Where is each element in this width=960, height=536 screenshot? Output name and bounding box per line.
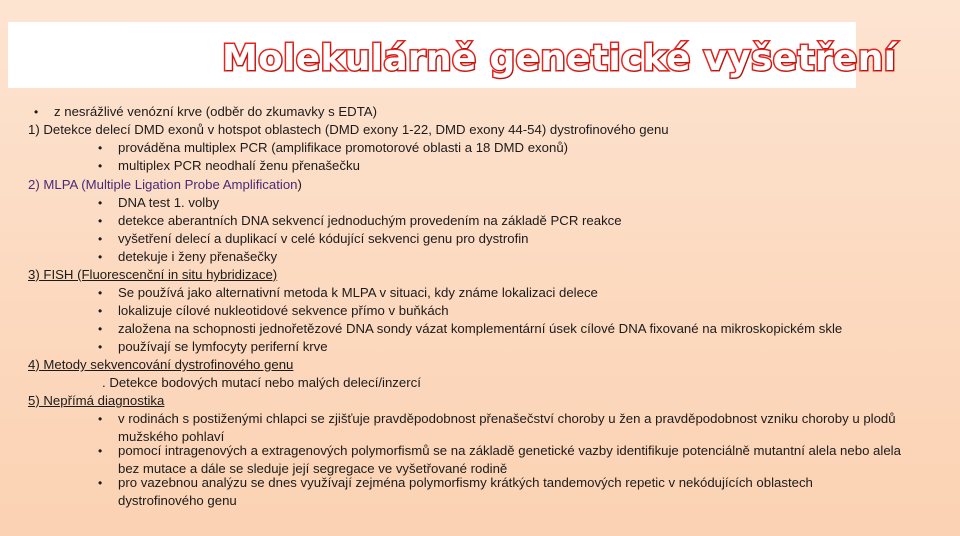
list-item: . Detekce bodových mutací nebo malých delecí/inzercí <box>102 375 421 390</box>
section-heading-5: 5) Nepřímá diagnostika <box>28 393 165 408</box>
list-item: • DNA test 1. volby <box>118 194 219 212</box>
list-item: • používají se lymfocyty periferní krve <box>118 338 328 356</box>
list-item: • lokalizuje cílové nukleotidové sekvence přímo v buňkách <box>118 302 449 320</box>
list-item: • pro vazebnou analýzu se dnes využívají zejména polymorfismy krátkých tandemových repetic v nekódujících oblastech dystrofinového genu <box>118 474 858 510</box>
list-item: • detekuje i ženy přenašečky <box>118 248 277 266</box>
list-item: • detekce aberantních DNA sekvencí jednoduchým provedením na základě PCR reakce <box>118 212 622 230</box>
list-item: • pomocí intragenových a extragenových polymorfismů se na základě genetické vazby identifikuje potenciálně mutantní alela nebo alela bez mutace a dále se sleduje její segregace ve vyšetřované rodině <box>118 442 918 478</box>
section-heading-2 <box>28 176 302 194</box>
list-item: • v rodinách s postiženými chlapci se zjišťuje pravděpodobnost přenašečství choroby u žen a pravděpodobnost vzniku choroby u plodů mužského pohlaví <box>118 410 930 446</box>
section-heading-2-text: 2) MLPA (Multiple Ligation Probe Amplification <box>28 177 298 192</box>
section-heading-1: 1) Detekce delecí DMD exonů v hotspot oblastech (DMD exony 1-22, DMD exony 44-54) dystrofinového genu <box>28 122 669 137</box>
section-heading-3: 3) FISH (Fluorescenční in situ hybridizace) <box>28 267 278 282</box>
list-item: • prováděna multiplex PCR (amplifikace promotorové oblasti a 18 DMD exonů) <box>118 139 568 157</box>
list-item: • založena na schopnosti jednořetězové DNA sondy vázat komplementární úsek cílové DNA fixované na mikroskopickém skle <box>118 320 842 338</box>
list-item: • vyšetření delecí a duplikací v celé kódující sekvenci genu pro dystrofin <box>118 230 529 248</box>
section-heading-2-paren: ) <box>297 177 302 192</box>
section-heading-4: 4) Metody sekvencování dystrofinového genu <box>28 357 294 372</box>
list-item: • Se používá jako alternativní metoda k MLPA v situaci, kdy známe lokalizaci delece <box>118 284 598 302</box>
list-item: • multiplex PCR neodhalí ženu přenašečku <box>118 157 360 175</box>
slide-title: Molekulárně genetické vyšetření <box>222 38 897 79</box>
list-item: • z nesrážlivé venózní krve (odběr do zkumavky s EDTA) <box>54 103 377 121</box>
